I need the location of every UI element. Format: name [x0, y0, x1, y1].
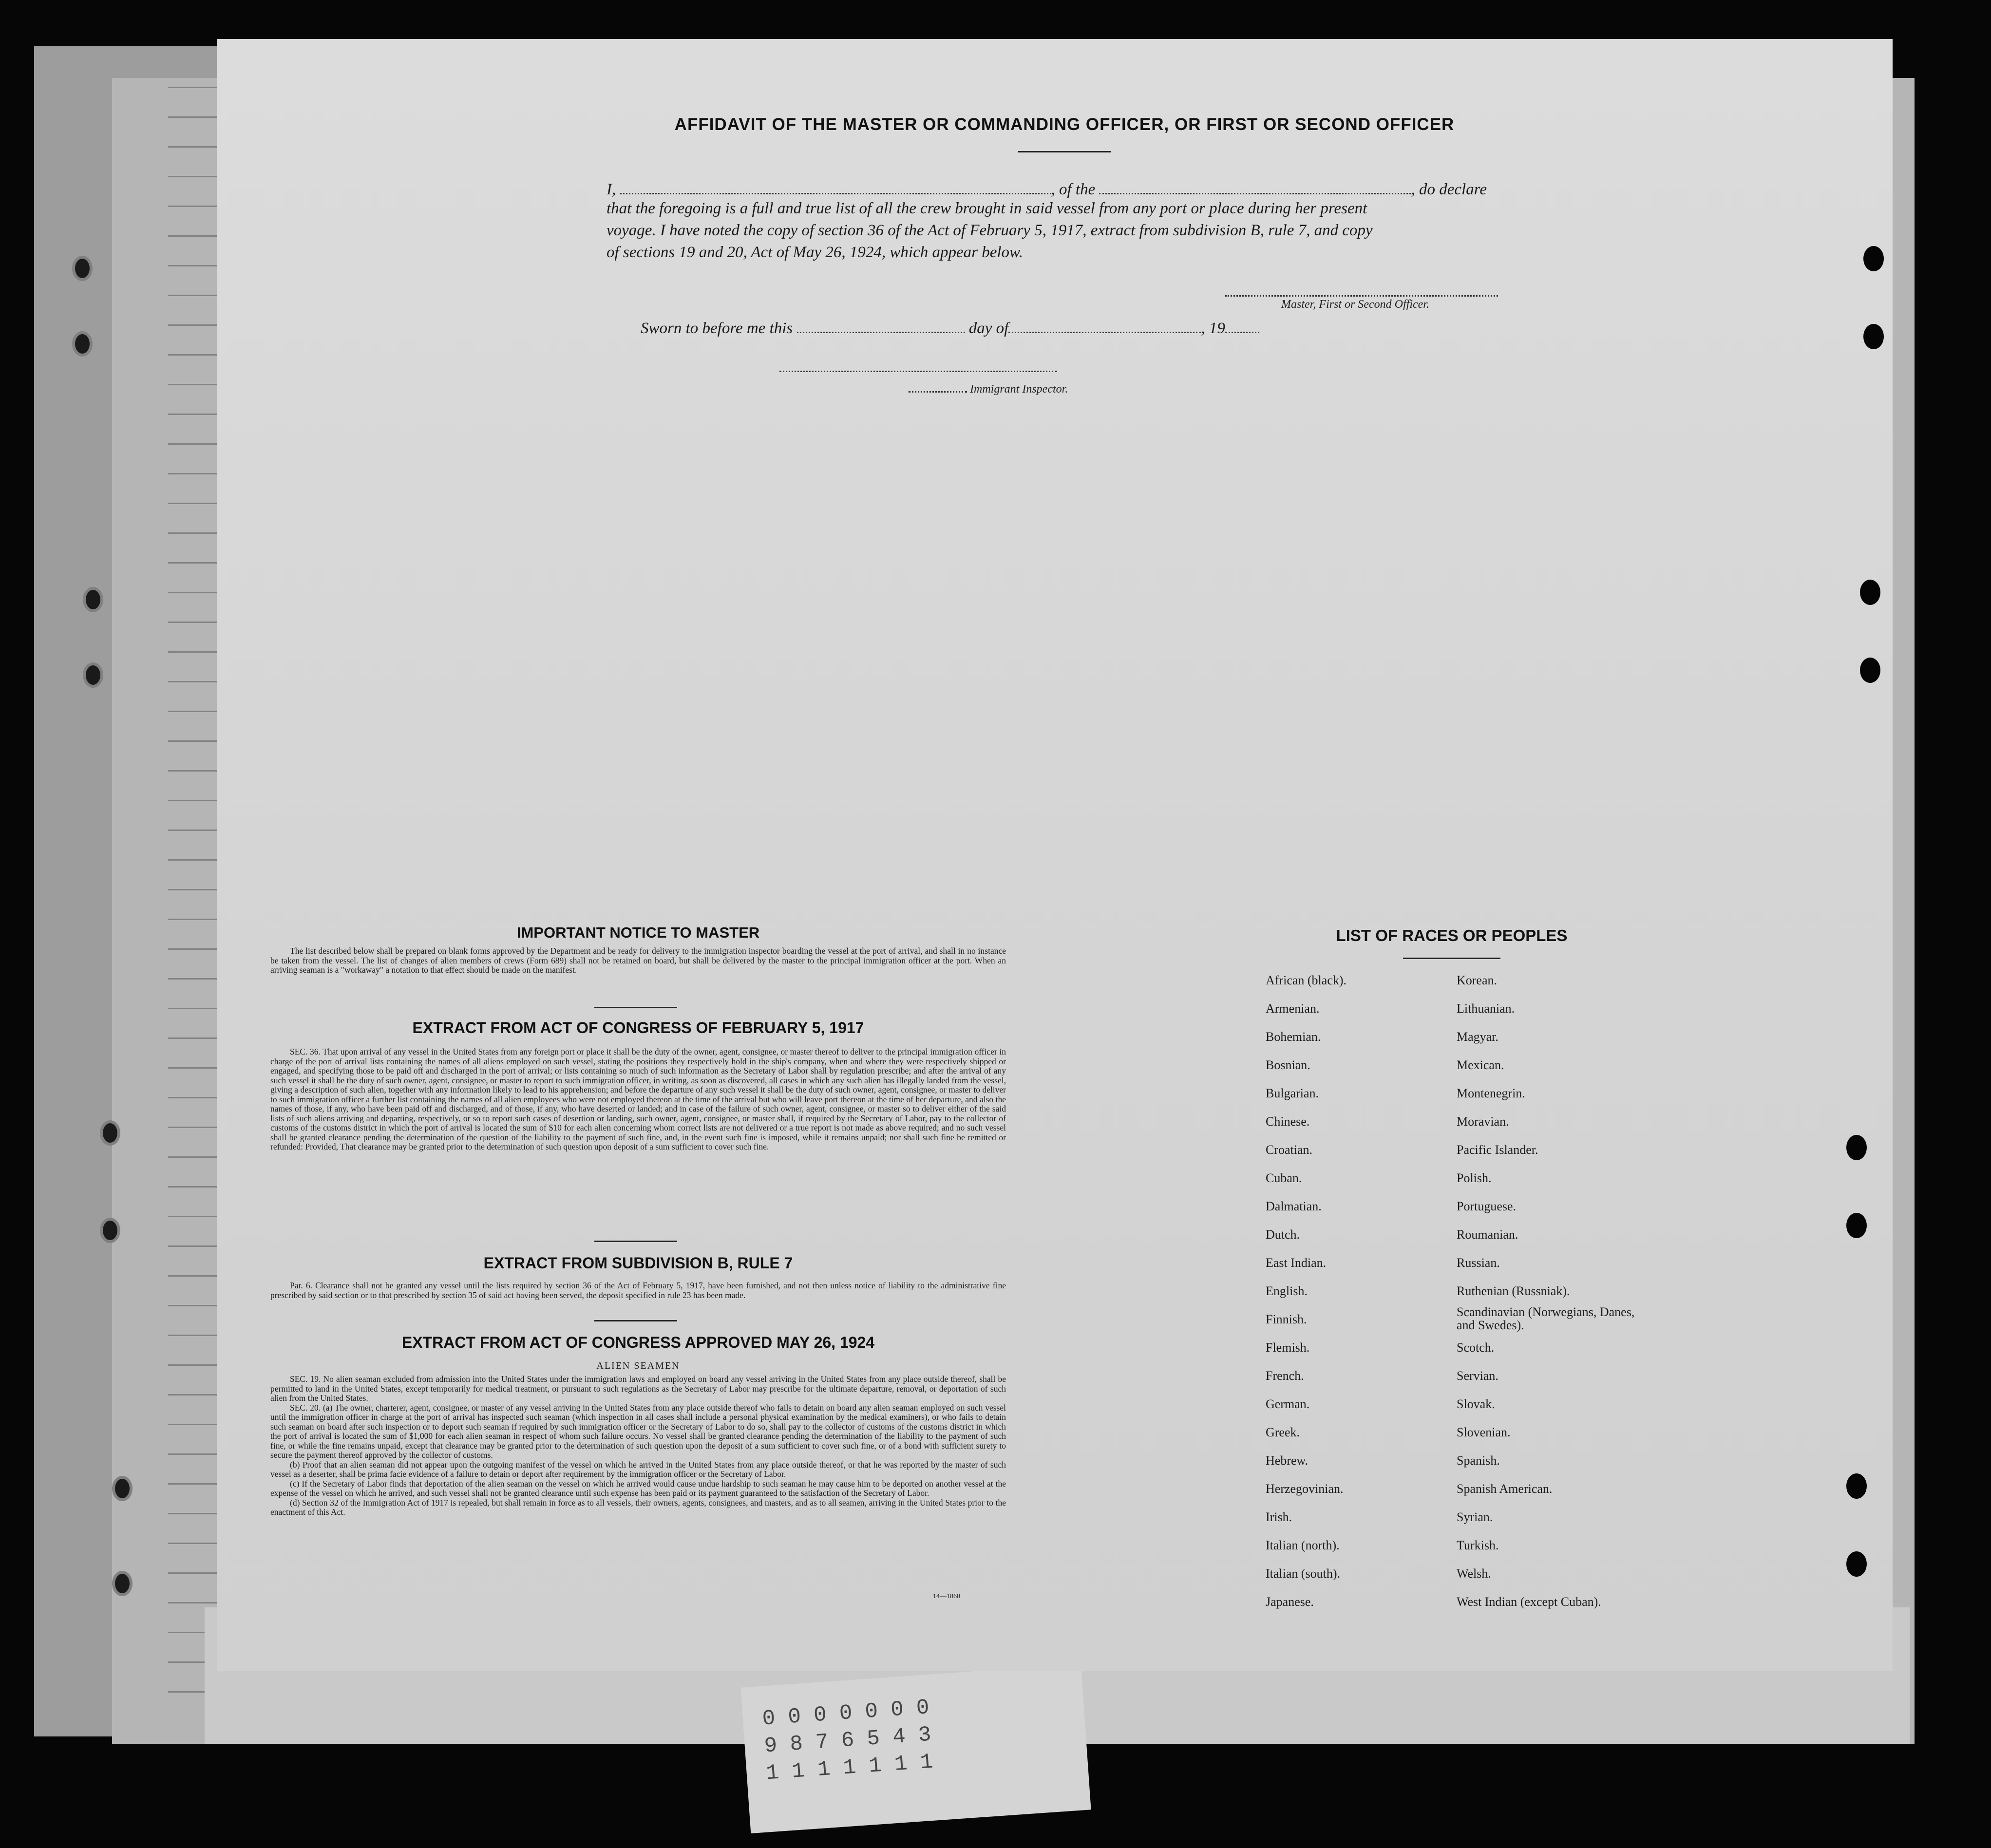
race-entry: Scotch.: [1457, 1340, 1495, 1355]
sworn-month-blank[interactable]: [1008, 319, 1201, 333]
divider: [594, 1007, 677, 1008]
sworn-year: , 19: [1201, 320, 1225, 337]
name-blank[interactable]: [620, 180, 1051, 194]
race-entry: French.: [1266, 1369, 1304, 1383]
divider: [594, 1320, 677, 1321]
form-number: 14—1860: [933, 1593, 960, 1600]
section-20d-paragraph: (d) Section 32 of the Immigration Act of 1917 is repealed, but shall remain in force as to all vessels, their owners, agents, consignees, and masters, and as to all seamen, arriving in the United States prior to the enactment of this Act.: [270, 1497, 1006, 1517]
race-entry: Portuguese.: [1457, 1199, 1517, 1213]
section-19-paragraph: SEC. 19. No alien seaman excluded from admission into the United States under the immigration laws and employed on board any vessel arriving in the United States from any place outside thereof, shall be permitted to land in the United States, except temporarily for medical treatment, or pursuant to such regulations as the Secretary of Labor may prescribe for the ultimate departure, removal, or deportation of such alien from the United States.: [270, 1374, 1006, 1403]
rule7-paragraph: Par. 6. Clearance shall not be granted any vessel until the lists required by section 36 of the Act of February 5, 1917, have been furnished, and not then unless notice of liability to the administrative fine prescribed by said section or to that prescribed by section 35 of said act having been served, the deposit specified in rule 23 has been made.: [270, 1281, 1006, 1300]
punch-hole: [83, 662, 103, 688]
race-entry: Italian (north).: [1266, 1538, 1340, 1552]
punch-hole: [100, 1120, 120, 1146]
race-entry: Montenegrin.: [1457, 1086, 1525, 1100]
signature-label: Master, First or Second Officer.: [1281, 298, 1429, 311]
affidavit-text-line: of sections 19 and 20, Act of May 26, 1924, which appear below.: [607, 244, 1023, 261]
race-entry: Slovak.: [1457, 1397, 1495, 1411]
race-entry: Syrian.: [1457, 1510, 1493, 1524]
sworn-year-blank[interactable]: [1225, 319, 1259, 333]
alien-seamen-subtitle: ALIEN SEAMEN: [596, 1360, 680, 1371]
race-entry: Dutch.: [1266, 1227, 1300, 1242]
extract-1924-title: EXTRACT FROM ACT OF CONGRESS APPROVED MAY 26, 1924: [401, 1334, 875, 1351]
race-entry: Flemish.: [1266, 1340, 1310, 1355]
section-20b-paragraph: (b) Proof that an alien seaman did not appear upon the outgoing manifest of the vessel on which he arrived in the United States from any place outside thereof, or that he was reported by the master of such vessel as a deserter, shall be prima facie evidence of a failure to detain or deport after requirement by the immigration officer or the Secretary of Labor.: [270, 1459, 1006, 1479]
race-entry: German.: [1266, 1397, 1310, 1411]
race-entry: Hebrew.: [1266, 1453, 1308, 1468]
race-entry: Croatian.: [1266, 1143, 1313, 1157]
race-entry: Polish.: [1457, 1171, 1492, 1185]
race-entry: Lithuanian.: [1457, 1001, 1515, 1016]
punch-hole: [1863, 246, 1884, 271]
inspector-label: [909, 382, 1068, 396]
race-entry: East Indian.: [1266, 1256, 1327, 1270]
race-entry: Finnish.: [1266, 1312, 1307, 1326]
punch-hole: [112, 1571, 133, 1596]
punch-hole: [83, 587, 103, 612]
race-entry: Scandinavian (Norwegians, Danes, and Swedes).: [1457, 1305, 1635, 1332]
sworn-day-blank[interactable]: [797, 319, 965, 333]
punch-hole: [1863, 324, 1884, 349]
sworn-day-of: day of: [968, 320, 1009, 337]
races-title: LIST OF RACES OR PEOPLES: [1336, 926, 1568, 944]
inspector-signature-blank[interactable]: [779, 358, 1057, 372]
extract-rule7-title: EXTRACT FROM SUBDIVISION B, RULE 7: [483, 1254, 793, 1272]
declaration-start: I,: [607, 181, 616, 198]
race-entry: Armenian.: [1266, 1001, 1320, 1016]
race-entry: Greek.: [1266, 1425, 1300, 1439]
punch-hole: [1860, 580, 1880, 605]
race-entry: Cuban.: [1266, 1171, 1302, 1185]
punch-hole: [1846, 1213, 1867, 1238]
inspector-label-text: Immigrant Inspector.: [970, 383, 1068, 396]
affidavit-text-line: voyage. I have noted the copy of section 36 of the Act of February 5, 1917, extract from subdivision B, rule 7, and copy: [607, 222, 1373, 239]
punch-hole: [1860, 658, 1880, 683]
extract-1917-text: [270, 1047, 1006, 1152]
race-entry: Mexican.: [1457, 1058, 1504, 1072]
race-entry: Magyar.: [1457, 1030, 1498, 1044]
race-entry: Irish.: [1266, 1510, 1292, 1524]
race-entry: Moravian.: [1457, 1114, 1509, 1129]
race-entry: Russian.: [1457, 1256, 1500, 1270]
race-entry: Servian.: [1457, 1369, 1498, 1383]
race-entry: African (black).: [1266, 973, 1347, 987]
sworn-start: Sworn to before me this: [641, 320, 793, 337]
punch-hole: [1846, 1473, 1867, 1499]
race-entry: Slovenian.: [1457, 1425, 1511, 1439]
race-entry: Pacific Islander.: [1457, 1143, 1538, 1157]
declaration-of-the: , of the: [1051, 181, 1096, 198]
race-entry: Italian (south).: [1266, 1566, 1341, 1581]
punch-hole: [112, 1476, 133, 1501]
punch-hole: [72, 331, 93, 357]
race-entry: Spanish American.: [1457, 1482, 1553, 1496]
race-entry: Chinese.: [1266, 1114, 1310, 1129]
punch-hole: [100, 1218, 120, 1243]
punch-hole: [72, 256, 93, 281]
race-entry: Bosnian.: [1266, 1058, 1310, 1072]
section-36-paragraph: SEC. 36. That upon arrival of any vessel in the United States from any foreign port or place it shall be the duty of the owner, agent, consignee, or master thereof to deliver to the principal immigration officer in charge of the port of arrival lists containing the names of all aliens employed on such vessel, stating the positions they respectively hold in the ship's company, when and where they were respectively shipped or engaged, and specifying those to be paid off and discharged in the port of arrival; or lists containing so much of such information as the Secretary of Labor shall by regulation prescribe; and after the arrival of any such vessel it shall be the duty of such owner, agent, consignee, or master to report to such immigration officer, in writing, as soon as discovered, all cases in which any such alien has illegally landed from the vessel, giving a description of such alien, together with any information likely to lead to his apprehension; and before the departure of any such vessel it shall be the duty of such owner, agent, consignee, or master to deliver to such immigration officer a further list containing the names of all alien employees who were not employed thereon at the time of the arrival but who will leave port thereon at the time of her departure, and also the names of those, if any, who have been paid off and discharged, and of those, if any, who have deserted or landed; and in case of the failure of such owner, agent, consignee, or master so to deliver either of the said lists of such aliens arriving and departing, respectively, or so to report such cases of desertion or landing, such owner, agent, consignee, or master shall, if required by the Secretary of Labor, pay to the collector of customs of the customs district in which the port of arrival is located the sum of $10 for each alien concerning whom correct lists are not delivered or a true report is not made as above required; and no such vessel shall be granted clearance pending the determination of the question of the liability to the payment of such fine, and, in the event such fine is imposed, while it remains unpaid; nor shall such fine be remitted or refunded: Provided, That clearance may be granted prior to the determination of such question upon deposit of a sum sufficient to cover such fine.: [270, 1047, 1006, 1151]
notice-text: [270, 946, 1006, 975]
race-entry: Turkish.: [1457, 1538, 1499, 1552]
notice-title: IMPORTANT NOTICE TO MASTER: [516, 924, 760, 941]
declaration-end: , do declare: [1411, 181, 1487, 198]
divider: [1018, 151, 1111, 152]
section-20c-paragraph: (c) If the Secretary of Labor finds that deportation of the alien seaman on the vessel on which he arrived would cause undue hardship to such seaman he may cause him to be deported on another vessel at the expense of the vessel on which he arrived, and such vessel shall not be granted clearance until such expense has been paid or its payment guaranteed to the satisfaction of the Secretary of Labor.: [270, 1478, 1006, 1498]
divider: [594, 1241, 677, 1242]
race-entry: Dalmatian.: [1266, 1199, 1322, 1213]
race-entry: Herzegovinian.: [1266, 1482, 1344, 1496]
race-entry: English.: [1266, 1284, 1308, 1298]
punch-hole: [1846, 1551, 1867, 1577]
vessel-blank[interactable]: [1099, 180, 1411, 194]
race-entry: Japanese.: [1266, 1595, 1314, 1609]
extract-1917-title: EXTRACT FROM ACT OF CONGRESS OF FEBRUARY 5, 1917: [412, 1019, 864, 1037]
race-entry: Bohemian.: [1266, 1030, 1321, 1044]
extract-rule7-text: [270, 1281, 1006, 1300]
extract-1924-text: [270, 1375, 1006, 1517]
affidavit-title: AFFIDAVIT OF THE MASTER OR COMMANDING OFFICER, OR FIRST OR SECOND OFFICER: [674, 115, 1455, 134]
race-entry: Roumanian.: [1457, 1227, 1518, 1242]
notice-paragraph: The list described below shall be prepared on blank forms approved by the Department and be ready for delivery to the immigration inspector boarding the vessel at the port of arrival, and shall in no instance be taken from the vessel. The list of changes of alien members of crews (Form 689) shall not be retained on board, but shall be delivered by the master to the principal immigration officer at the port. When an arriving seaman is a "workaway" a notation to that effect should be made on the manifest.: [270, 946, 1006, 975]
affidavit-text-line: that the foregoing is a full and true list of all the crew brought in said vessel from any port or place during her present: [607, 200, 1367, 217]
race-entry: Spanish.: [1457, 1453, 1500, 1468]
signature-blank[interactable]: [1225, 283, 1498, 297]
sworn-line: [641, 319, 1259, 338]
race-entry: Korean.: [1457, 973, 1498, 987]
race-entry: Welsh.: [1457, 1566, 1491, 1581]
section-20a-paragraph: SEC. 20. (a) The owner, charterer, agent, consignee, or master of any vessel arriving in the United States from any place outside thereof who fails to detain on board any alien seaman employed on such vessel until the immigration officer in charge at the port of arrival has inspected such seaman (which inspection in all cases shall include a personal physical examination by the medical examiners), or who fails to detain such seaman on board after such inspection or to deport such seaman if required by such immigration officer or the Secretary of Labor to do so, shall pay to the collector of customs of the customs district in which the port of arrival is located the sum of $1,000 for each alien seaman in respect of whom such failure occurs. No vessel shall be granted clearance pending the determination of the liability to the payment of such fine, or while the fine remains unpaid, except that clearance may be granted prior to the determination of such question upon the deposit of a sum sufficient to cover such fine, or of a bond with sufficient surety to secure the payment thereof approved by the collector of customs.: [270, 1402, 1006, 1460]
race-entry: Ruthenian (Russniak).: [1457, 1284, 1570, 1298]
affidavit-declaration-line: [607, 180, 1487, 199]
divider: [1403, 958, 1500, 959]
punch-hole: [1846, 1135, 1867, 1160]
race-entry: Bulgarian.: [1266, 1086, 1319, 1100]
race-entry: West Indian (except Cuban).: [1457, 1595, 1601, 1609]
stamped-paper-stub: 0 0 0 0 0 0 0 9 8 7 6 5 4 3 1 1 1 1 1 1 1: [740, 1664, 1091, 1833]
